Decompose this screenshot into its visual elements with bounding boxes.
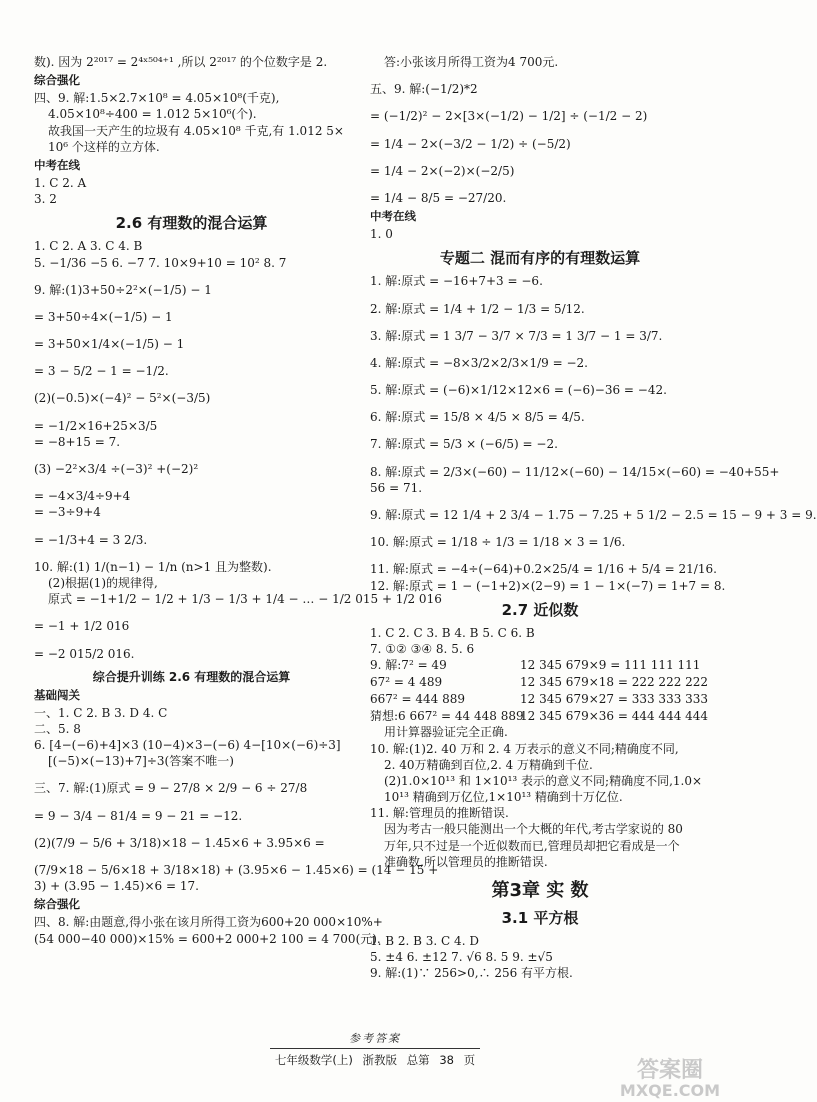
answer-line: 1. 0 [370, 227, 393, 242]
answer-line: 9. 解:(1)∵ 256>0,∴ 256 有平方根. [370, 966, 573, 981]
answer-line: = −1/2×16+25×3/5 [34, 418, 158, 433]
table-cell: 67² = 4 489 [370, 674, 443, 689]
section-heading: 2.6 有理数的混合运算 [115, 214, 268, 233]
section-heading: 3.1 平方根 [501, 909, 579, 927]
answer-line: 用计算器验证完全正确. [384, 725, 508, 740]
table-cell: 667² = 444 889 [370, 691, 466, 706]
answer-line: 原式 = −1+1/2 − 1/2 + 1/3 − 1/3 + 1/4 − … − 1/2 015 + 1/2 016 [48, 592, 442, 607]
answer-line: 10. 解:(1) 1/(n−1) − 1/n (n>1 且为整数). [34, 559, 272, 574]
answer-line: = −1/3+4 = 3 2/3. [34, 532, 148, 547]
answer-line: = −4×3/4÷9+4 [34, 489, 131, 504]
answer-line: 2. 40万精确到百位,2. 4 万精确到千位. [384, 757, 593, 772]
training-heading: 综合提升训练 2.6 有理数的混合运算 [92, 669, 291, 684]
answer-line: 数). 因为 2²⁰¹⁷ = 2⁴ˣ⁵⁰⁴⁺¹ ,所以 2²⁰¹⁷ 的个位数字是 2. [34, 55, 328, 69]
answer-line: 四、8. 解:由题意,得小张在该月所得工资为600+20 000×10%+ [34, 915, 383, 930]
answer-line: [(−5)×(−13)+7]÷3(答案不唯一) [48, 754, 234, 769]
answer-line: 5. −1/36 −5 6. −7 7. 10×9+10 = 10² 8. 7 [34, 255, 287, 270]
answer-line: 10. 解:(1)2. 40 万和 2. 4 万表示的意义不同;精确度不同, [370, 741, 679, 756]
answer-line: 因为考古一般只能测出一个大概的年代,考古学家说的 80 [384, 822, 683, 837]
answer-line: 五、9. 解:(−1/2)*2 [370, 82, 478, 97]
answer-line: = −2 015/2 016. [34, 646, 135, 661]
table-cell: 猜想:6 667² = 44 448 889 [370, 708, 524, 723]
book-title: 七年级数学(上) [274, 1053, 353, 1067]
answer-line: (54 000−40 000)×15% = 600+2 000+2 100 = 4 700(元). [34, 931, 381, 946]
table-cell: 12 345 679×36 = 444 444 444 [520, 708, 709, 723]
answer-line: 故我国一天产生的垃圾有 4.05×10⁸ 千克,有 1.012 5× [48, 123, 344, 138]
answer-line: (7/9×18 − 5/6×18 + 3/18×18) + (3.95×6 − 1.45×6) = (14 − 15 + [34, 863, 439, 877]
answer-line: 6. [4−(−6)+4]×3 (10−4)×3−(−6) 4−[10×(−6)÷3] [34, 738, 341, 753]
answer-line: (2)(7/9 − 5/6 + 3/18)×18 − 1.45×6 + 3.95×6 = [34, 835, 325, 850]
answer-line: = 3 − 5/2 − 1 = −1/2. [34, 364, 169, 379]
answer-line: 4.05×10⁸÷400 = 1.012 5×10⁶(个). [48, 107, 257, 122]
answer-line: = 1/4 − 2×(−2)×(−2/5) [370, 163, 515, 178]
answer-line: 四、9. 解:1.5×2.7×10⁸ = 4.05×10⁸(千克), [34, 91, 280, 106]
answer-line: 7. 解:原式 = 5/3 × (−6/5) = −2. [370, 437, 558, 452]
table-cell: 12 345 679×27 = 333 333 333 [520, 691, 709, 706]
answer-line: = 3+50×1/4×(−1/5) − 1 [34, 337, 185, 352]
answer-line: 3. 2 [34, 192, 57, 207]
subsection-heading: 综合强化 [34, 73, 80, 88]
answer-line: = 3+50÷4×(−1/5) − 1 [34, 309, 173, 324]
answer-line: 3) + (3.95 − 1.45)×6 = 17. [34, 879, 199, 894]
answer-line: 答:小张该月所得工资为4 700元. [384, 55, 559, 69]
answer-line: = −8+15 = 7. [34, 434, 121, 449]
answer-line: = −1 + 1/2 016 [34, 619, 130, 634]
verification-table [370, 657, 710, 724]
answer-line: (3) −2²×3/4 ÷(−3)² +(−2)² [34, 462, 199, 476]
answer-line: 4. 解:原式 = −8×3/2×2/3×1/9 = −2. [370, 355, 588, 370]
answer-line: 一、1. C 2. B 3. D 4. C [34, 705, 168, 720]
answer-line: 5. ±4 6. ±12 7. √6 8. 5 9. ±√5 [370, 950, 553, 965]
answer-line: 9. 解:(1)3+50÷2²×(−1/5) − 1 [34, 282, 212, 297]
subsection-heading: 中考在线 [370, 209, 416, 224]
answer-line: (2)根据(1)的规律得, [48, 575, 158, 590]
answer-key-label: 参考答案 [349, 1032, 401, 1045]
answer-line: 10¹³ 精确到万亿位,1×10¹³ 精确到十万亿位. [384, 790, 623, 805]
answer-line: = (−1/2)² − 2×[3×(−1/2) − 1/2] ÷ (−1/2 − 2) [370, 109, 648, 124]
answer-line: 3. 解:原式 = 1 3/7 − 3/7 × 7/3 = 1 3/7 − 1 = 3/7. [370, 328, 663, 343]
right-column [370, 54, 817, 982]
answer-line: 11. 解:原式 = −4÷(−64)+0.2×25/4 = 1/16 + 5/4 = 21/16. [370, 562, 717, 577]
watermark-text: 答案圈 [636, 1058, 704, 1083]
answer-line: = 1/4 − 2×(−3/2 − 1/2) ÷ (−5/2) [370, 136, 571, 151]
answer-line: 1. C 2. A 3. C 4. B [34, 239, 143, 254]
answer-line: 56 = 71. [370, 480, 423, 495]
answer-line: 10⁶ 个这样的立方体. [48, 139, 160, 154]
subsection-heading: 中考在线 [34, 157, 80, 172]
answer-line: = 9 − 3/4 − 81/4 = 9 − 21 = −12. [34, 808, 243, 823]
answer-line: 6. 解:原式 = 15/8 × 4/5 × 8/5 = 4/5. [370, 410, 585, 425]
answer-line: 三、7. 解:(1)原式 = 9 − 27/8 × 2/9 − 6 ÷ 27/8 [34, 781, 308, 796]
watermark-url: MXQE.COM [619, 1081, 721, 1100]
answer-line: 11. 解:管理员的推断错误. [370, 806, 509, 821]
answer-line: 1. B 2. B 3. C 4. D [370, 934, 479, 948]
answer-line: 7. ①② ③④ 8. 5. 6 [370, 641, 475, 656]
subsection-heading: 基础闯关 [34, 687, 80, 702]
edition: 浙教版 [362, 1053, 398, 1067]
table-cell: 12 345 679×9 = 111 111 111 [520, 658, 701, 673]
table-cell: 9. 解:7² = 49 [370, 658, 447, 673]
answer-line: = 1/4 − 8/5 = −27/20. [370, 190, 507, 205]
section-heading: 2.7 近似数 [501, 600, 579, 619]
answer-line: 2. 解:原式 = 1/4 + 1/2 − 1/3 = 5/12. [370, 301, 585, 316]
answer-line: 5. 解:原式 = (−6)×1/12×12×6 = (−6)−36 = −42. [370, 383, 667, 398]
answer-line: = −3÷9+4 [34, 505, 101, 520]
chapter-heading: 第3章 实 数 [491, 880, 589, 901]
footer-rule [270, 1048, 480, 1049]
answer-line: 1. C 2. C 3. B 4. B 5. C 6. B [370, 625, 535, 640]
answer-line: 1. C 2. A [34, 175, 87, 190]
answer-line: 9. 解:原式 = 12 1/4 + 2 3/4 − 1.75 − 7.25 + 5 1/2 − 2.5 = 15 − 9 + 3 = 9. [370, 508, 817, 522]
answer-line: 万年,只不过是一个近似数而已,管理员却把它看成是一个 [384, 838, 680, 853]
answer-line: (2)1.0×10¹³ 和 1×10¹³ 表示的意义不同;精确度不同,1.0× [384, 773, 703, 788]
answer-line: 12. 解:原式 = 1 − (−1+2)×(2−9) = 1 − 1×(−7) = 1+7 = 8. [370, 578, 726, 593]
subsection-heading: 综合强化 [34, 897, 80, 912]
answer-line: 1. 解:原式 = −16+7+3 = −6. [370, 274, 543, 289]
table-cell: 12 345 679×18 = 222 222 222 [520, 674, 709, 689]
answer-line: (2)(−0.5)×(−4)² − 5²×(−3/5) [34, 391, 211, 406]
section-heading: 专题二 混而有序的有理数运算 [439, 249, 641, 268]
page-number: 总第 38 页 [406, 1053, 476, 1067]
answer-line: 10. 解:原式 = 1/18 ÷ 1/3 = 1/18 × 3 = 1/6. [370, 535, 626, 550]
watermark-logo [600, 1055, 740, 1099]
answer-line: 准确数,所以管理员的推断错误. [384, 854, 548, 869]
answer-line: 二、5. 8 [34, 721, 81, 736]
answer-line: 8. 解:原式 = 2/3×(−60) − 11/12×(−60) − 14/15×(−60) = −40+55+ [370, 464, 780, 479]
